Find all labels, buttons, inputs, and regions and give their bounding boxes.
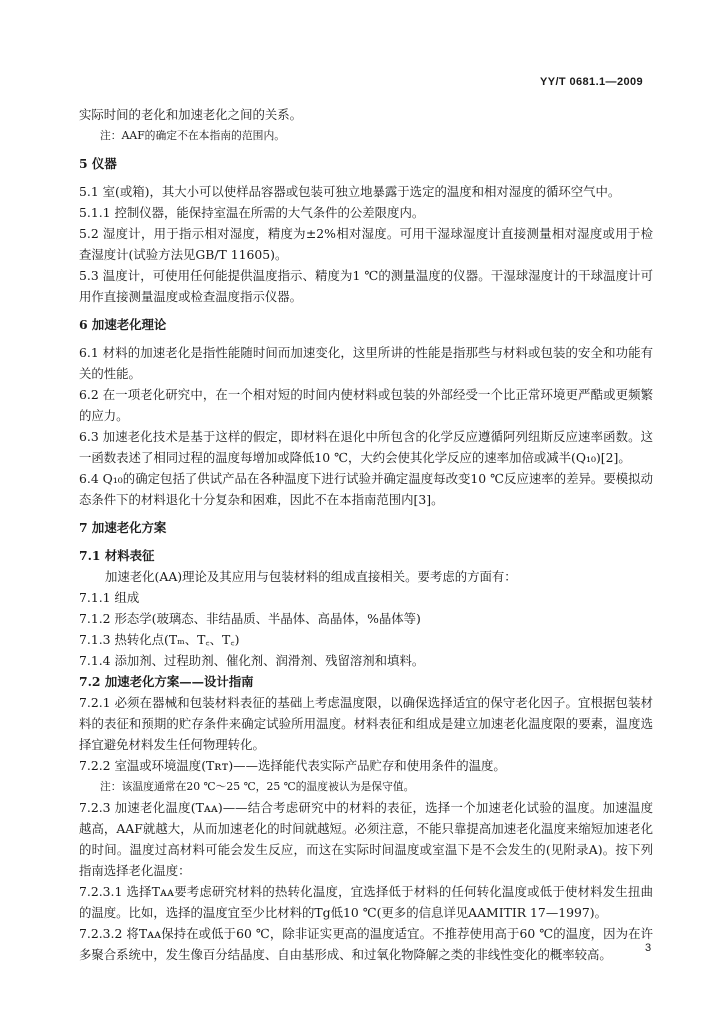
spacer xyxy=(79,510,653,517)
paragraph: 实际时间的老化和加速老化之间的关系。 xyxy=(79,107,303,122)
spacer xyxy=(79,335,653,342)
note-text: 注：该温度通常在20 ℃～25 ℃，25 ℃的温度被认为是保守值。 xyxy=(100,780,415,793)
spacer xyxy=(79,174,653,181)
paragraph: 6.4 Q₁₀的确定包括了供试产品在各种温度下进行试验并确定温度每改变10 ℃反应速率的差异。要模拟动态条件下的材料退化十分复杂和困难，因此不在本指南范围内[3]。 xyxy=(79,471,653,507)
standard-code: YY/T 0681.1—2009 xyxy=(540,76,644,88)
paragraph: 7.1.1 组成 xyxy=(79,590,140,605)
page-number: 3 xyxy=(645,942,652,954)
paragraph: 7.2.3 加速老化温度(Tᴀᴀ)——结合考虑研究中的材料的表征，选择一个加速老化试验的温度。加速温度越高，AAF就越大，从而加速老化的时间就越短。必须注意，不能只靠提高加速老化温度来缩短加速老化的时间。温度过高材料可能会发生反应，而这在实际时间温度或室温下是不会发生的(见附录A)。按下列指南选择老化温度： xyxy=(79,800,653,878)
paragraph: 6.3 加速老化技术是基于这样的假定，即材料在退化中所包含的化学反应遵循阿列纽斯反应速率函数。这一函数表述了相同过程的温度每增加或降低10 ℃，大约会使其化学反应的速率加倍或减半(Q₁₀)[2]。 xyxy=(79,429,653,465)
section-heading: 5 仪器 xyxy=(79,156,117,171)
paragraph: 5.1 室(或箱)，其大小可以使样品容器或包装可独立地暴露于选定的温度和相对湿度的循环空气中。 xyxy=(79,184,621,199)
section-heading: 7.1 材料表征 xyxy=(79,548,155,563)
paragraph: 6.2 在一项老化研究中，在一个相对短的时间内使材料或包装的外部经受一个比正常环境更严酷或更频繁的应力。 xyxy=(79,387,653,423)
section-heading: 7.2 加速老化方案——设计指南 xyxy=(79,674,254,689)
paragraph: 7.2.1 必须在器械和包装材料表征的基础上考虑温度限，以确保选择适宜的保守老化因子。宜根据包装材料的表征和预期的贮存条件来确定试验所用温度。材料表征和组成是建立加速老化温度限的要素，温度选择宜避免材料发生任何物理转化。 xyxy=(79,695,653,752)
paragraph: 7.1.3 热转化点(Tₘ、T꜀、T꜀) xyxy=(79,632,240,647)
spacer xyxy=(79,146,653,153)
section-heading: 7 加速老化方案 xyxy=(79,520,167,535)
section-heading: 6 加速老化理论 xyxy=(79,317,167,332)
document-body xyxy=(79,104,653,965)
paragraph: 7.2.2 室温或环境温度(Tʀᴛ)——选择能代表实际产品贮存和使用条件的温度。 xyxy=(79,758,506,773)
paragraph: 5.3 温度计，可使用任何能提供温度指示、精度为1 ℃的测量温度的仪器。干湿球湿度计的干球温度计可用作直接测量温度或检查温度指示仪器。 xyxy=(79,268,653,304)
paragraph: 加速老化(AA)理论及其应用与包装材料的组成直接相关。要考虑的方面有： xyxy=(105,569,517,584)
paragraph: 7.1.4 添加剂、过程助剂、催化剂、润滑剂、残留溶剂和填料。 xyxy=(79,653,425,668)
spacer xyxy=(79,538,653,545)
note-text: 注：AAF的确定不在本指南的范围内。 xyxy=(100,129,286,142)
spacer xyxy=(79,307,653,314)
paragraph: 5.1.1 控制仪器，能保持室温在所需的大气条件的公差限度内。 xyxy=(79,205,425,220)
paragraph: 5.2 湿度计，用于指示相对湿度，精度为±2%相对湿度。可用干湿球湿度计直接测量相对湿度或用于检查湿度计(试验方法见GB/T 11605)。 xyxy=(79,226,653,262)
paragraph: 7.1.2 形态学(玻璃态、非结晶质、半晶体、高晶体，%晶体等) xyxy=(79,611,421,626)
paragraph: 6.1 材料的加速老化是指性能随时间而加速变化，这里所讲的性能是指那些与材料或包装的安全和功能有关的性能。 xyxy=(79,345,653,381)
paragraph: 7.2.3.1 选择Tᴀᴀ要考虑研究材料的热转化温度，宜选择低于材料的任何转化温度或低于使材料发生扭曲的温度。比如，选择的温度宜至少比材料的Tg低10 ℃(更多的信息详见AAMITIR 17—1997)。 xyxy=(79,884,653,920)
paragraph: 7.2.3.2 将Tᴀᴀ保持在或低于60 ℃，除非证实更高的温度适宜。不推荐使用高于60 ℃的温度，因为在许多聚合系统中，发生像百分结晶度、自由基形成、和过氧化物降解之类的非线性变化的概率较高。 xyxy=(79,926,653,962)
